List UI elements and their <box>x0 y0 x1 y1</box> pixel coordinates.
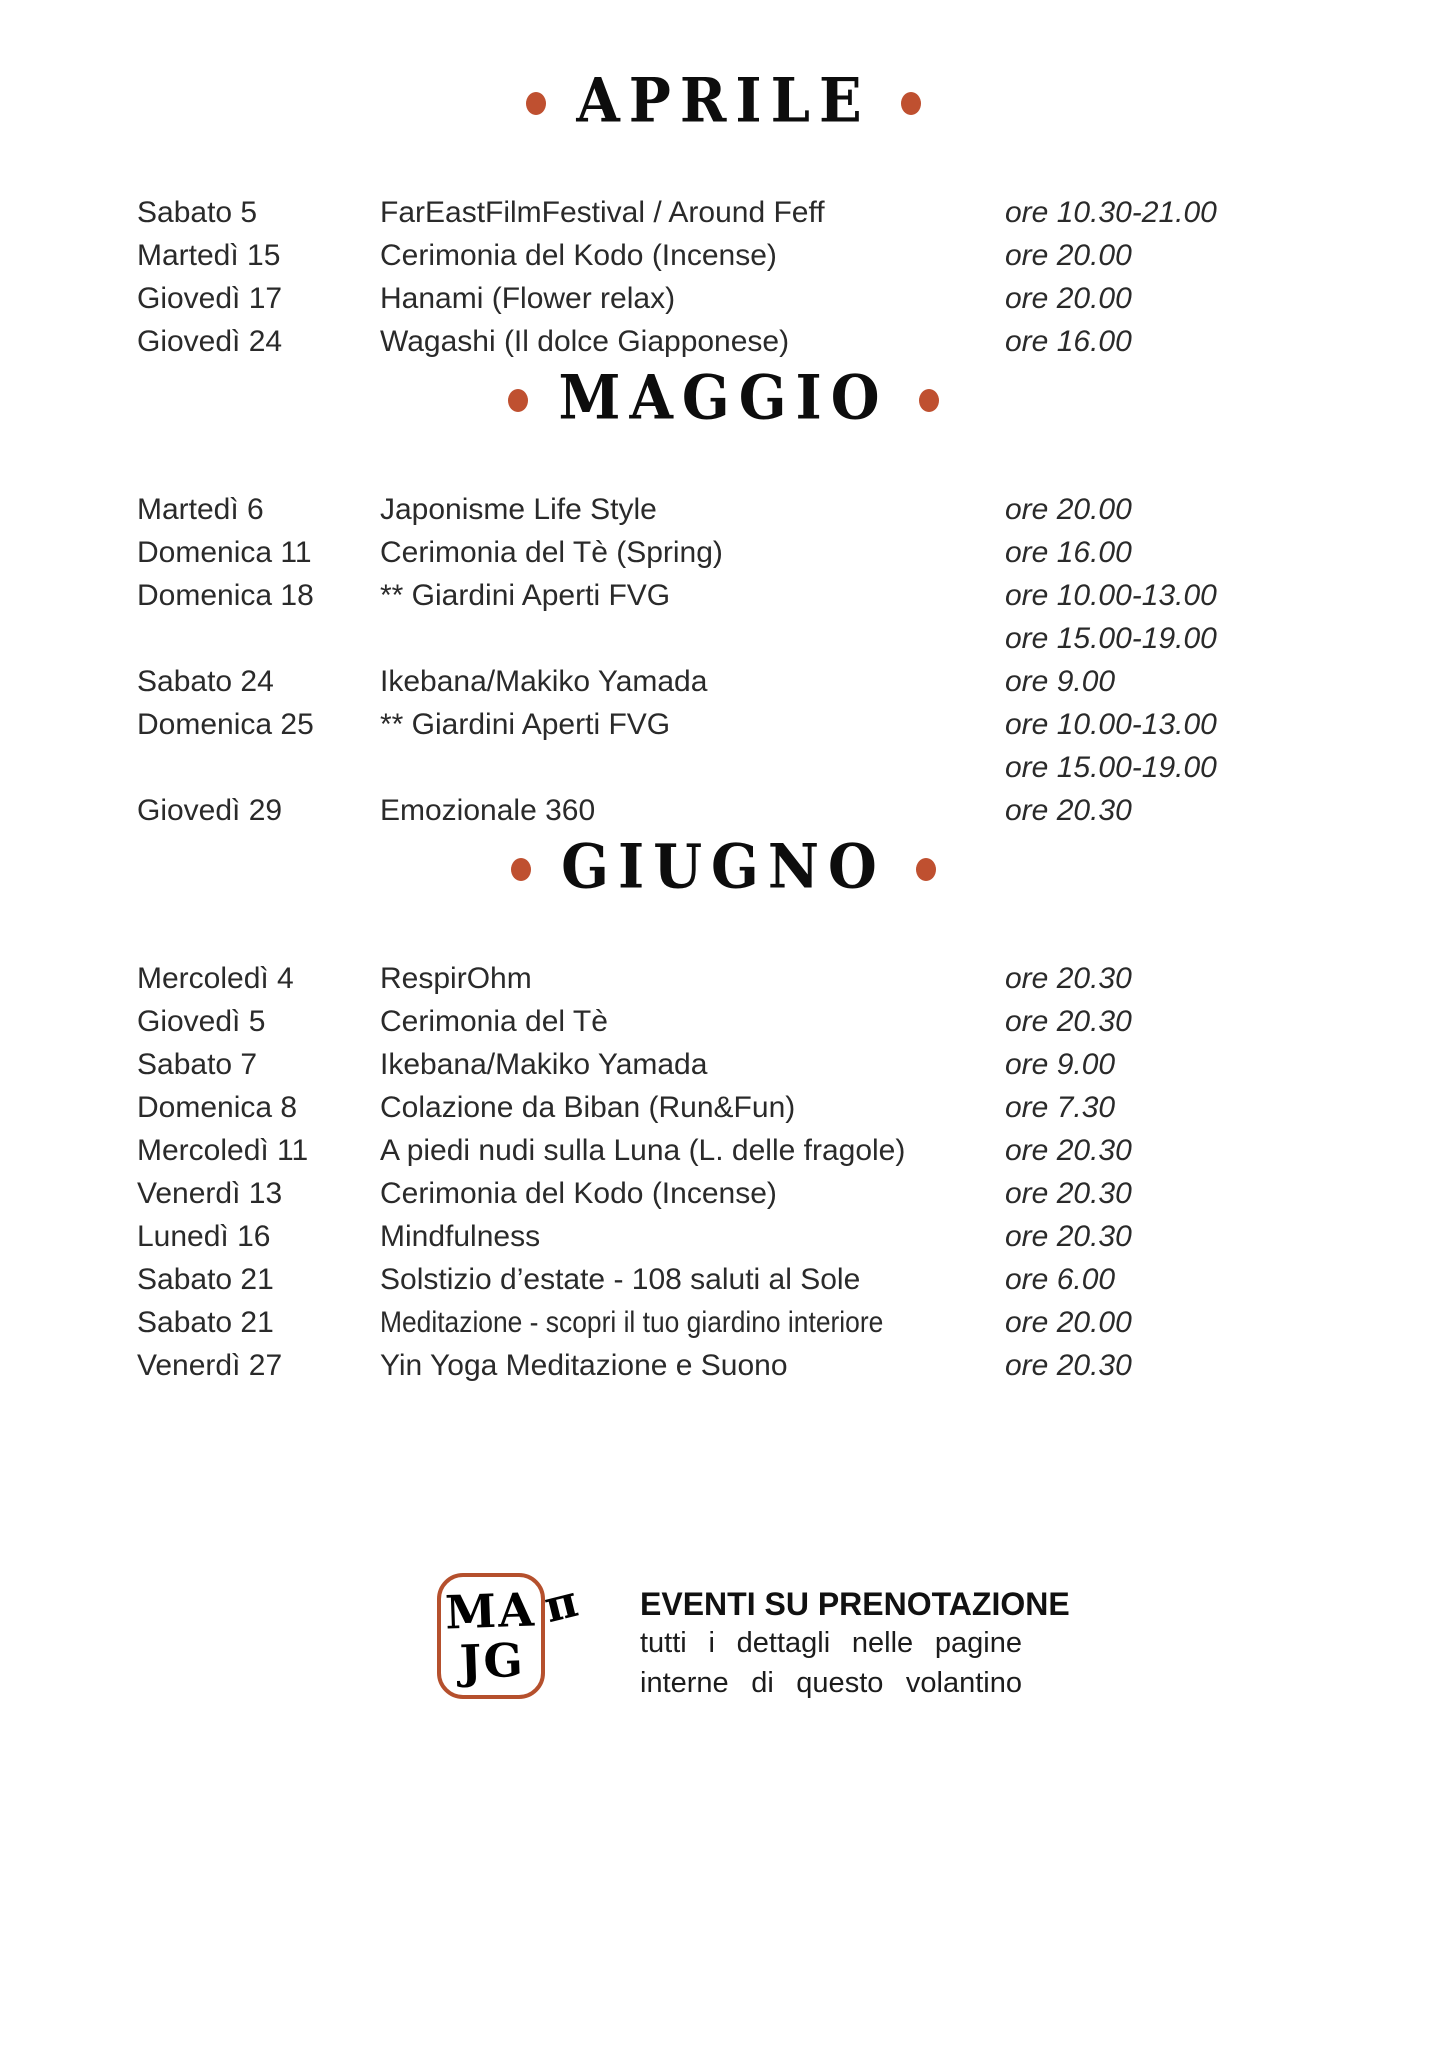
event-time: ore 7.30 <box>1005 1091 1116 1124</box>
event-row <box>137 1172 1407 1215</box>
event-day: Martedì 15 <box>137 239 281 272</box>
month-section-maggio <box>0 363 1447 832</box>
event-row <box>137 1000 1407 1043</box>
event-day: Mercoledì 4 <box>137 962 294 995</box>
event-day: Lunedì 16 <box>137 1220 271 1253</box>
event-name: ** Giardini Aperti FVG <box>380 708 671 741</box>
event-name: Cerimonia del Tè (Spring) <box>380 536 723 569</box>
event-name: ** Giardini Aperti FVG <box>380 579 671 612</box>
footer <box>437 1573 1447 1703</box>
footer-line-1: tutti i dettagli nelle pagine <box>640 1627 1022 1659</box>
event-time: ore 10.00-13.00 <box>1005 579 1217 612</box>
event-times <box>1005 234 1407 277</box>
bullet-dot <box>919 389 939 412</box>
event-row <box>137 660 1407 703</box>
event-row <box>137 1215 1407 1258</box>
event-table-aprile <box>0 191 1447 363</box>
event-time: ore 16.00 <box>1005 325 1132 358</box>
event-row <box>137 1344 1407 1387</box>
footer-line-2: interne di questo volantino <box>640 1667 1022 1699</box>
bullet-dot <box>508 389 528 412</box>
month-section-aprile <box>0 66 1447 363</box>
event-row <box>137 574 1407 660</box>
event-name: Meditazione - scopri il tuo giardino interiore <box>380 1306 884 1339</box>
event-times <box>1005 957 1407 1000</box>
event-name: Cerimonia del Tè <box>380 1005 608 1038</box>
month-title-maggio <box>0 363 1447 433</box>
event-name: RespirOhm <box>380 962 532 995</box>
event-name: Yin Yoga Meditazione e Suono <box>380 1349 788 1382</box>
event-day: Venerdì 13 <box>137 1177 283 1210</box>
event-times <box>1005 277 1407 320</box>
event-day: Sabato 21 <box>137 1263 274 1296</box>
bamboo-mark-icon: π <box>539 1575 583 1634</box>
month-title-aprile <box>0 66 1447 136</box>
event-times <box>1005 1129 1407 1172</box>
event-row <box>137 488 1407 531</box>
event-day: Sabato 5 <box>137 196 258 229</box>
month-title-label: APRILE <box>576 65 871 137</box>
event-name: Cerimonia del Kodo (Incense) <box>380 239 777 272</box>
event-times <box>1005 660 1407 703</box>
event-row <box>137 1043 1407 1086</box>
event-time: ore 6.00 <box>1005 1263 1116 1296</box>
event-name: A piedi nudi sulla Luna (L. delle fragole) <box>380 1134 906 1167</box>
event-name: Ikebana/Makiko Yamada <box>380 1048 708 1081</box>
footer-heading: EVENTI SU PRENOTAZIONE <box>640 1586 1070 1622</box>
event-time: ore 20.30 <box>1005 1220 1132 1253</box>
event-day: Domenica 18 <box>137 579 314 612</box>
event-time: ore 20.30 <box>1005 1134 1132 1167</box>
event-time: ore 9.00 <box>1005 1048 1116 1081</box>
event-row <box>137 320 1407 363</box>
event-times <box>1005 531 1407 574</box>
event-time: ore 20.30 <box>1005 962 1132 995</box>
month-title-label: MAGGIO <box>558 362 889 434</box>
event-row <box>137 277 1407 320</box>
bullet-dot <box>901 92 921 115</box>
bullet-dot <box>526 92 546 115</box>
majg-logo <box>437 1573 583 1699</box>
event-row <box>137 1086 1407 1129</box>
bullet-dot <box>916 858 936 881</box>
month-section-giugno <box>0 832 1447 1387</box>
logo-line-ma: MA <box>443 1582 537 1640</box>
event-day: Giovedì 24 <box>137 325 283 358</box>
event-row <box>137 1129 1407 1172</box>
event-table-maggio <box>0 488 1447 832</box>
event-day: Giovedì 29 <box>137 794 283 827</box>
event-name: Mindfulness <box>380 1220 541 1253</box>
month-title-giugno <box>0 832 1447 902</box>
event-row <box>137 531 1407 574</box>
event-time: ore 10.30-21.00 <box>1005 196 1217 229</box>
event-times <box>1005 320 1407 363</box>
event-times <box>1005 1215 1407 1258</box>
event-time: ore 20.00 <box>1005 1306 1132 1339</box>
event-name: Colazione da Biban (Run&Fun) <box>380 1091 796 1124</box>
event-day: Sabato 21 <box>137 1306 274 1339</box>
event-time: ore 16.00 <box>1005 536 1132 569</box>
event-day: Domenica 8 <box>137 1091 298 1124</box>
event-times <box>1005 191 1407 234</box>
event-time: ore 15.00-19.00 <box>1005 622 1217 655</box>
event-table-giugno <box>0 957 1447 1387</box>
event-time: ore 20.00 <box>1005 239 1132 272</box>
event-day: Sabato 24 <box>137 665 274 698</box>
event-times <box>1005 789 1407 832</box>
event-time: ore 20.30 <box>1005 1177 1132 1210</box>
event-row <box>137 957 1407 1000</box>
event-day: Domenica 25 <box>137 708 314 741</box>
majg-logo-letters <box>443 1582 538 1690</box>
event-row <box>137 234 1407 277</box>
event-times <box>1005 1258 1407 1301</box>
event-time: ore 9.00 <box>1005 665 1116 698</box>
event-time: ore 20.30 <box>1005 1349 1132 1382</box>
event-day: Martedì 6 <box>137 493 264 526</box>
event-row <box>137 1258 1407 1301</box>
event-times <box>1005 1000 1407 1043</box>
event-times <box>1005 1086 1407 1129</box>
event-name: Hanami (Flower relax) <box>380 282 676 315</box>
event-day: Mercoledì 11 <box>137 1134 309 1167</box>
event-name: Solstizio d’estate - 108 saluti al Sole <box>380 1263 861 1296</box>
event-day: Venerdì 27 <box>137 1349 283 1382</box>
event-name: Emozionale 360 <box>380 794 596 827</box>
event-day: Giovedì 17 <box>137 282 283 315</box>
event-name: Cerimonia del Kodo (Incense) <box>380 1177 777 1210</box>
event-times <box>1005 574 1407 660</box>
event-times <box>1005 488 1407 531</box>
event-times <box>1005 1172 1407 1215</box>
event-times <box>1005 703 1407 789</box>
event-time: ore 20.00 <box>1005 282 1132 315</box>
event-name: Wagashi (Il dolce Giapponese) <box>380 325 790 358</box>
event-time: ore 20.30 <box>1005 794 1132 827</box>
event-name: Japonisme Life Style <box>380 493 657 526</box>
event-time: ore 15.00-19.00 <box>1005 751 1217 784</box>
event-times <box>1005 1344 1407 1387</box>
event-times <box>1005 1043 1407 1086</box>
event-row <box>137 703 1407 789</box>
event-times <box>1005 1301 1407 1344</box>
event-time: ore 20.30 <box>1005 1005 1132 1038</box>
event-name: FarEastFilmFestival / Around Feff <box>380 196 825 229</box>
event-row <box>137 191 1407 234</box>
event-time: ore 10.00-13.00 <box>1005 708 1217 741</box>
logo-line-jg: JG <box>458 1632 526 1690</box>
bullet-dot <box>511 858 531 881</box>
event-time: ore 20.00 <box>1005 493 1132 526</box>
event-row <box>137 1301 1407 1344</box>
month-title-label: GIUGNO <box>561 831 886 903</box>
event-row <box>137 789 1407 832</box>
event-day: Giovedì 5 <box>137 1005 266 1038</box>
footer-text-block <box>640 1573 1070 1703</box>
event-day: Domenica 11 <box>137 536 312 569</box>
event-day: Sabato 7 <box>137 1048 258 1081</box>
event-name: Ikebana/Makiko Yamada <box>380 665 708 698</box>
